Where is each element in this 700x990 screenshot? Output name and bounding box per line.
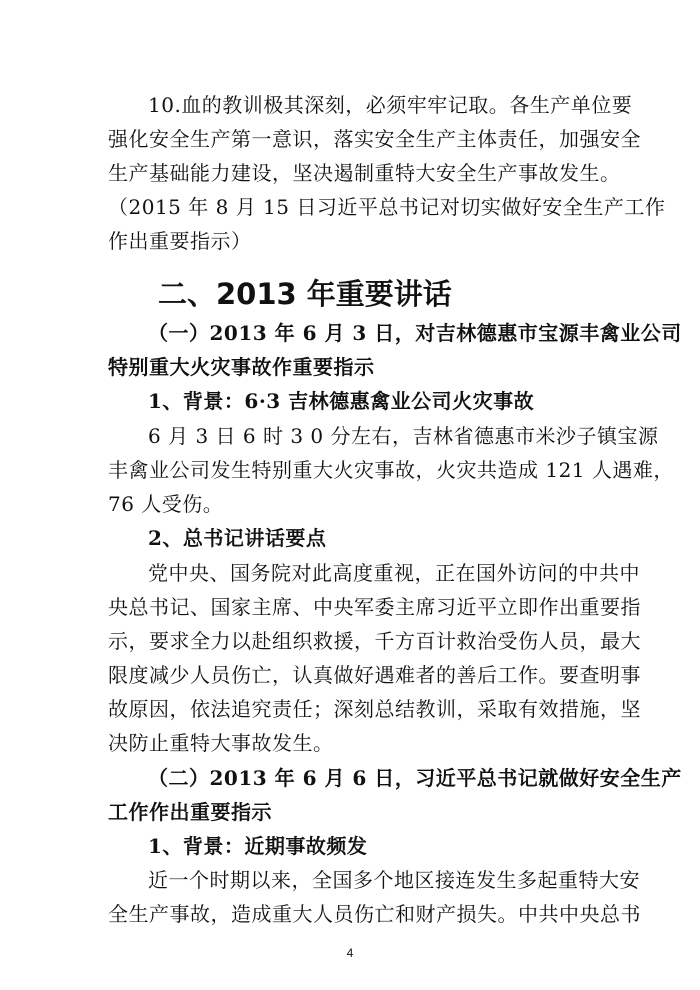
paragraph-line: 故原因，依法追究责任；深刻总结教训，采取有效措施，坚 — [108, 697, 641, 721]
paragraph-line: 近一个时期以来，全国多个地区接连发生多起重特大安 — [148, 868, 640, 892]
paragraph-line: 示，要求全力以赴组织救援，千方百计救治受伤人员，最大 — [108, 629, 641, 653]
background-heading: 1、背景：6·3 吉林德惠禽业公司火灾事故 — [148, 389, 535, 413]
page-number: 4 — [346, 946, 354, 960]
paragraph-line: 全生产事故，造成重大人员伤亡和财产损失。中共中央总书 — [108, 902, 641, 926]
subsection-title: （二）2013 年 6 月 6 日，习近平总书记就做好安全生产 — [148, 766, 682, 790]
subsection-title: 特别重大火灾事故作重要指示 — [108, 355, 375, 379]
paragraph-line: 10.血的教训极其深刻，必须牢牢记取。各生产单位要 — [148, 93, 633, 117]
paragraph-line: 丰禽业公司发生特别重大火灾事故，火灾共造成 121 人遇难， — [108, 458, 674, 482]
section-heading: 二、2013 年重要讲话 — [158, 277, 452, 311]
paragraph-line: 6 月 3 日 6 时 3 0 分左右，吉林省德惠市米沙子镇宝源 — [148, 424, 659, 448]
paragraph-line: 强化安全生产第一意识，落实安全生产主体责任，加强安全 — [108, 127, 641, 151]
paragraph-line: 限度减少人员伤亡，认真做好遇难者的善后工作。要查明事 — [108, 663, 641, 687]
paragraph-line: 生产基础能力建设，坚决遏制重特大安全生产事故发生。 — [108, 161, 621, 185]
subsection-title: （一）2013 年 6 月 3 日，对吉林德惠市宝源丰禽业公司 — [148, 321, 682, 345]
paragraph-line: 76 人受伤。 — [108, 492, 224, 516]
paragraph-line: 党中央、国务院对此高度重视，正在国外访问的中共中 — [148, 561, 640, 585]
paragraph-line: 决防止重特大事故发生。 — [108, 731, 334, 755]
paragraph-line: 作出重要指示） — [108, 229, 252, 253]
points-heading: 2、总书记讲话要点 — [148, 526, 327, 550]
subsection-title: 工作作出重要指示 — [108, 800, 272, 824]
paragraph-line: （2015 年 8 月 15 日习近平总书记对切实做好安全生产工作 — [108, 195, 666, 219]
paragraph-line: 央总书记、国家主席、中央军委主席习近平立即作出重要指 — [108, 595, 641, 619]
background-heading: 1、背景：近期事故频发 — [148, 834, 368, 858]
